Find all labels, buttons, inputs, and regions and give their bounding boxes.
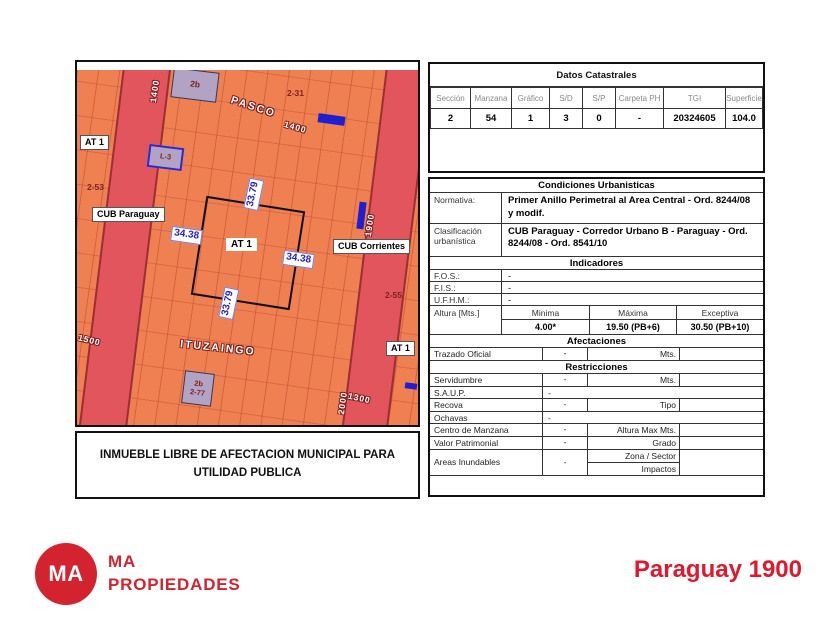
block-number-2000: 2000	[335, 390, 350, 416]
brand-name	[108, 551, 241, 597]
altura-header-maxima: Máxima	[589, 306, 676, 320]
trazado-row	[430, 348, 763, 361]
clasificacion-row	[430, 224, 763, 257]
recova-unit: Tipo	[588, 399, 680, 411]
areas-inundables-value: -	[543, 450, 588, 475]
cell-carpeta-ph: -	[616, 109, 664, 129]
blue-parcel-marker-bottom	[405, 382, 418, 390]
altura-value-maxima: 19.50 (PB+6)	[589, 320, 676, 335]
ma-logo-text: MA	[48, 561, 84, 586]
district-label-2-53: 2-53	[87, 182, 105, 192]
block-number-1400-band: 1400	[147, 78, 162, 104]
centro-manzana-blank	[680, 424, 763, 436]
block-number-1300: 1300	[347, 390, 372, 406]
col-header: Sección	[431, 88, 471, 109]
district-label-2-31: 2-31	[287, 88, 305, 98]
map-panel	[75, 60, 420, 427]
areas-inundables-zona: Zona / Sector	[588, 450, 679, 463]
dimension-right: 34.38	[282, 250, 315, 269]
condiciones-title: Condiciones Urbanisticas	[430, 179, 763, 193]
parcel-2b-top	[170, 70, 219, 103]
block-number-1500: 1500	[77, 332, 102, 348]
parcel-2b-bottom-label: 2b	[193, 378, 204, 389]
parcel-l3-label: L-3	[159, 151, 172, 163]
zone-chip-at1-right: AT 1	[386, 341, 415, 356]
recova-value: -	[543, 399, 588, 411]
cell-grafico: 1	[512, 109, 550, 129]
dimension-bottom: 33.79	[218, 287, 239, 320]
valor-patrimonial-unit: Grado	[588, 437, 680, 449]
areas-inundables-units	[588, 450, 680, 475]
clasificacion-label: Clasificación urbanística	[430, 224, 502, 256]
parcel-l3	[147, 144, 185, 171]
cell-superficie: 104.0	[726, 109, 763, 129]
recova-blank	[680, 399, 763, 411]
valor-patrimonial-row	[430, 437, 763, 450]
recova-label: Recova	[430, 399, 543, 411]
servidumbre-value: -	[543, 374, 588, 386]
fos-value: -	[508, 270, 511, 281]
centro-manzana-row	[430, 424, 763, 437]
indicadores-title: Indicadores	[430, 257, 763, 270]
servidumbre-blank	[680, 374, 763, 386]
catastral-value-row	[431, 109, 763, 129]
ochavas-row	[430, 412, 763, 424]
parcel-2b-bottom	[181, 370, 215, 406]
parcel-2-77-label: 2-77	[189, 386, 206, 398]
ma-logo	[35, 543, 97, 605]
trazado-value: -	[543, 348, 588, 360]
blue-parcel-marker-top	[318, 113, 346, 126]
cell-manzana: 54	[471, 109, 512, 129]
street-label-ituzaingo: ITUZAINGO	[179, 338, 257, 358]
areas-inundables-impactos: Impactos	[641, 463, 676, 474]
valor-patrimonial-value: -	[543, 437, 588, 449]
zone-chip-cub-corrientes: CUB Corrientes	[333, 239, 410, 254]
ufhm-row	[430, 294, 763, 306]
cell-sd: 3	[550, 109, 583, 129]
valor-patrimonial-blank	[680, 437, 763, 449]
altura-grid	[502, 306, 763, 334]
catastral-header-row	[431, 88, 763, 109]
dimension-left: 34.38	[170, 226, 203, 245]
map-notice	[75, 431, 420, 499]
zone-chip-at1-center: AT 1	[226, 238, 257, 251]
fis-label: F.I.S.:	[430, 282, 502, 293]
areas-inundables-label: Areas Inundables	[430, 450, 543, 475]
datos-catastrales-title: Datos Catastrales	[430, 64, 763, 87]
areas-inundables-blank	[680, 450, 763, 475]
col-header: Manzana	[471, 88, 512, 109]
district-label-2-55: 2-55	[385, 290, 403, 300]
parcel-2b-top-label: 2b	[189, 78, 201, 90]
fis-value: -	[508, 282, 511, 293]
trazado-unit: Mts.	[588, 348, 680, 360]
datos-catastrales-panel	[428, 62, 765, 173]
saup-label: S.A.U.P.	[430, 387, 543, 398]
trazado-blank	[680, 348, 763, 360]
datos-catastrales-table	[430, 87, 763, 129]
street-band-paraguay	[77, 70, 174, 425]
ochavas-value: -	[548, 412, 551, 423]
ochavas-label: Ochavas	[430, 412, 543, 423]
centro-manzana-unit: Altura Max Mts.	[588, 424, 680, 436]
centro-manzana-label: Centro de Manzana	[430, 424, 543, 436]
cell-seccion: 2	[431, 109, 471, 129]
col-header: TGI	[664, 88, 726, 109]
fos-label: F.O.S.:	[430, 270, 502, 281]
zoning-map	[77, 70, 418, 425]
ufhm-label: U.F.H.M.:	[430, 294, 502, 305]
restricciones-title: Restricciones	[430, 361, 763, 374]
valor-patrimonial-label: Valor Patrimonial	[430, 437, 543, 449]
altura-value-minima: 4.00*	[534, 321, 557, 332]
col-header: S/D	[550, 88, 583, 109]
altura-header-exceptiva: Exceptiva	[676, 306, 763, 320]
dimension-top: 33.79	[243, 178, 264, 211]
servidumbre-row	[430, 374, 763, 387]
block-number-1900: 1900	[362, 212, 377, 238]
zone-chip-cub-paraguay: CUB Paraguay	[92, 207, 165, 222]
street-label-pasco: PASCO	[229, 94, 278, 120]
brand-line-1: MA	[108, 552, 137, 571]
normativa-value: Primer Anillo Perimetral al Area Central - Ord. 8244/08 y modif.	[508, 195, 751, 219]
clasificacion-value: CUB Paraguay - Corredor Urbano B - Paraguay - Ord. 8244/08 - Ord. 8541/10	[508, 225, 748, 250]
map-notice-text: INMUEBLE LIBRE DE AFECTACION MUNICIPAL PARA UTILIDAD PUBLICA	[99, 449, 396, 479]
centro-manzana-value: -	[543, 424, 588, 436]
areas-inundables-row	[430, 450, 763, 476]
recova-row	[430, 399, 763, 412]
property-address: Paraguay 1900	[633, 556, 802, 583]
altura-label: Altura [Mts.]	[430, 306, 502, 334]
col-header: Superficie	[726, 88, 763, 109]
brand-line-2: PROPIEDADES	[108, 574, 241, 594]
trazado-label: Trazado Oficial	[430, 348, 543, 360]
saup-value: -	[548, 387, 551, 398]
block-number-pasco: 1400	[283, 119, 308, 135]
zone-chip-at1-left: AT 1	[80, 135, 109, 150]
col-header: S/P	[583, 88, 616, 109]
normativa-label: Normativa:	[430, 193, 502, 223]
saup-row	[430, 387, 763, 399]
altura-value-exceptiva: 30.50 (PB+10)	[676, 320, 763, 335]
servidumbre-unit: Mts.	[588, 374, 680, 386]
fis-row	[430, 282, 763, 294]
ufhm-value: -	[508, 294, 511, 305]
col-header: Gráfico	[512, 88, 550, 109]
normativa-row	[430, 193, 763, 224]
afectaciones-title: Afectaciones	[430, 335, 763, 348]
cell-sp: 0	[583, 109, 616, 129]
fos-row	[430, 270, 763, 282]
cell-tgi: 20324605	[664, 109, 726, 129]
servidumbre-label: Servidumbre	[430, 374, 543, 386]
altura-header-minima: Minima	[502, 306, 589, 320]
condiciones-panel	[428, 177, 765, 497]
col-header: Carpeta PH	[616, 88, 664, 109]
altura-row	[430, 306, 763, 335]
